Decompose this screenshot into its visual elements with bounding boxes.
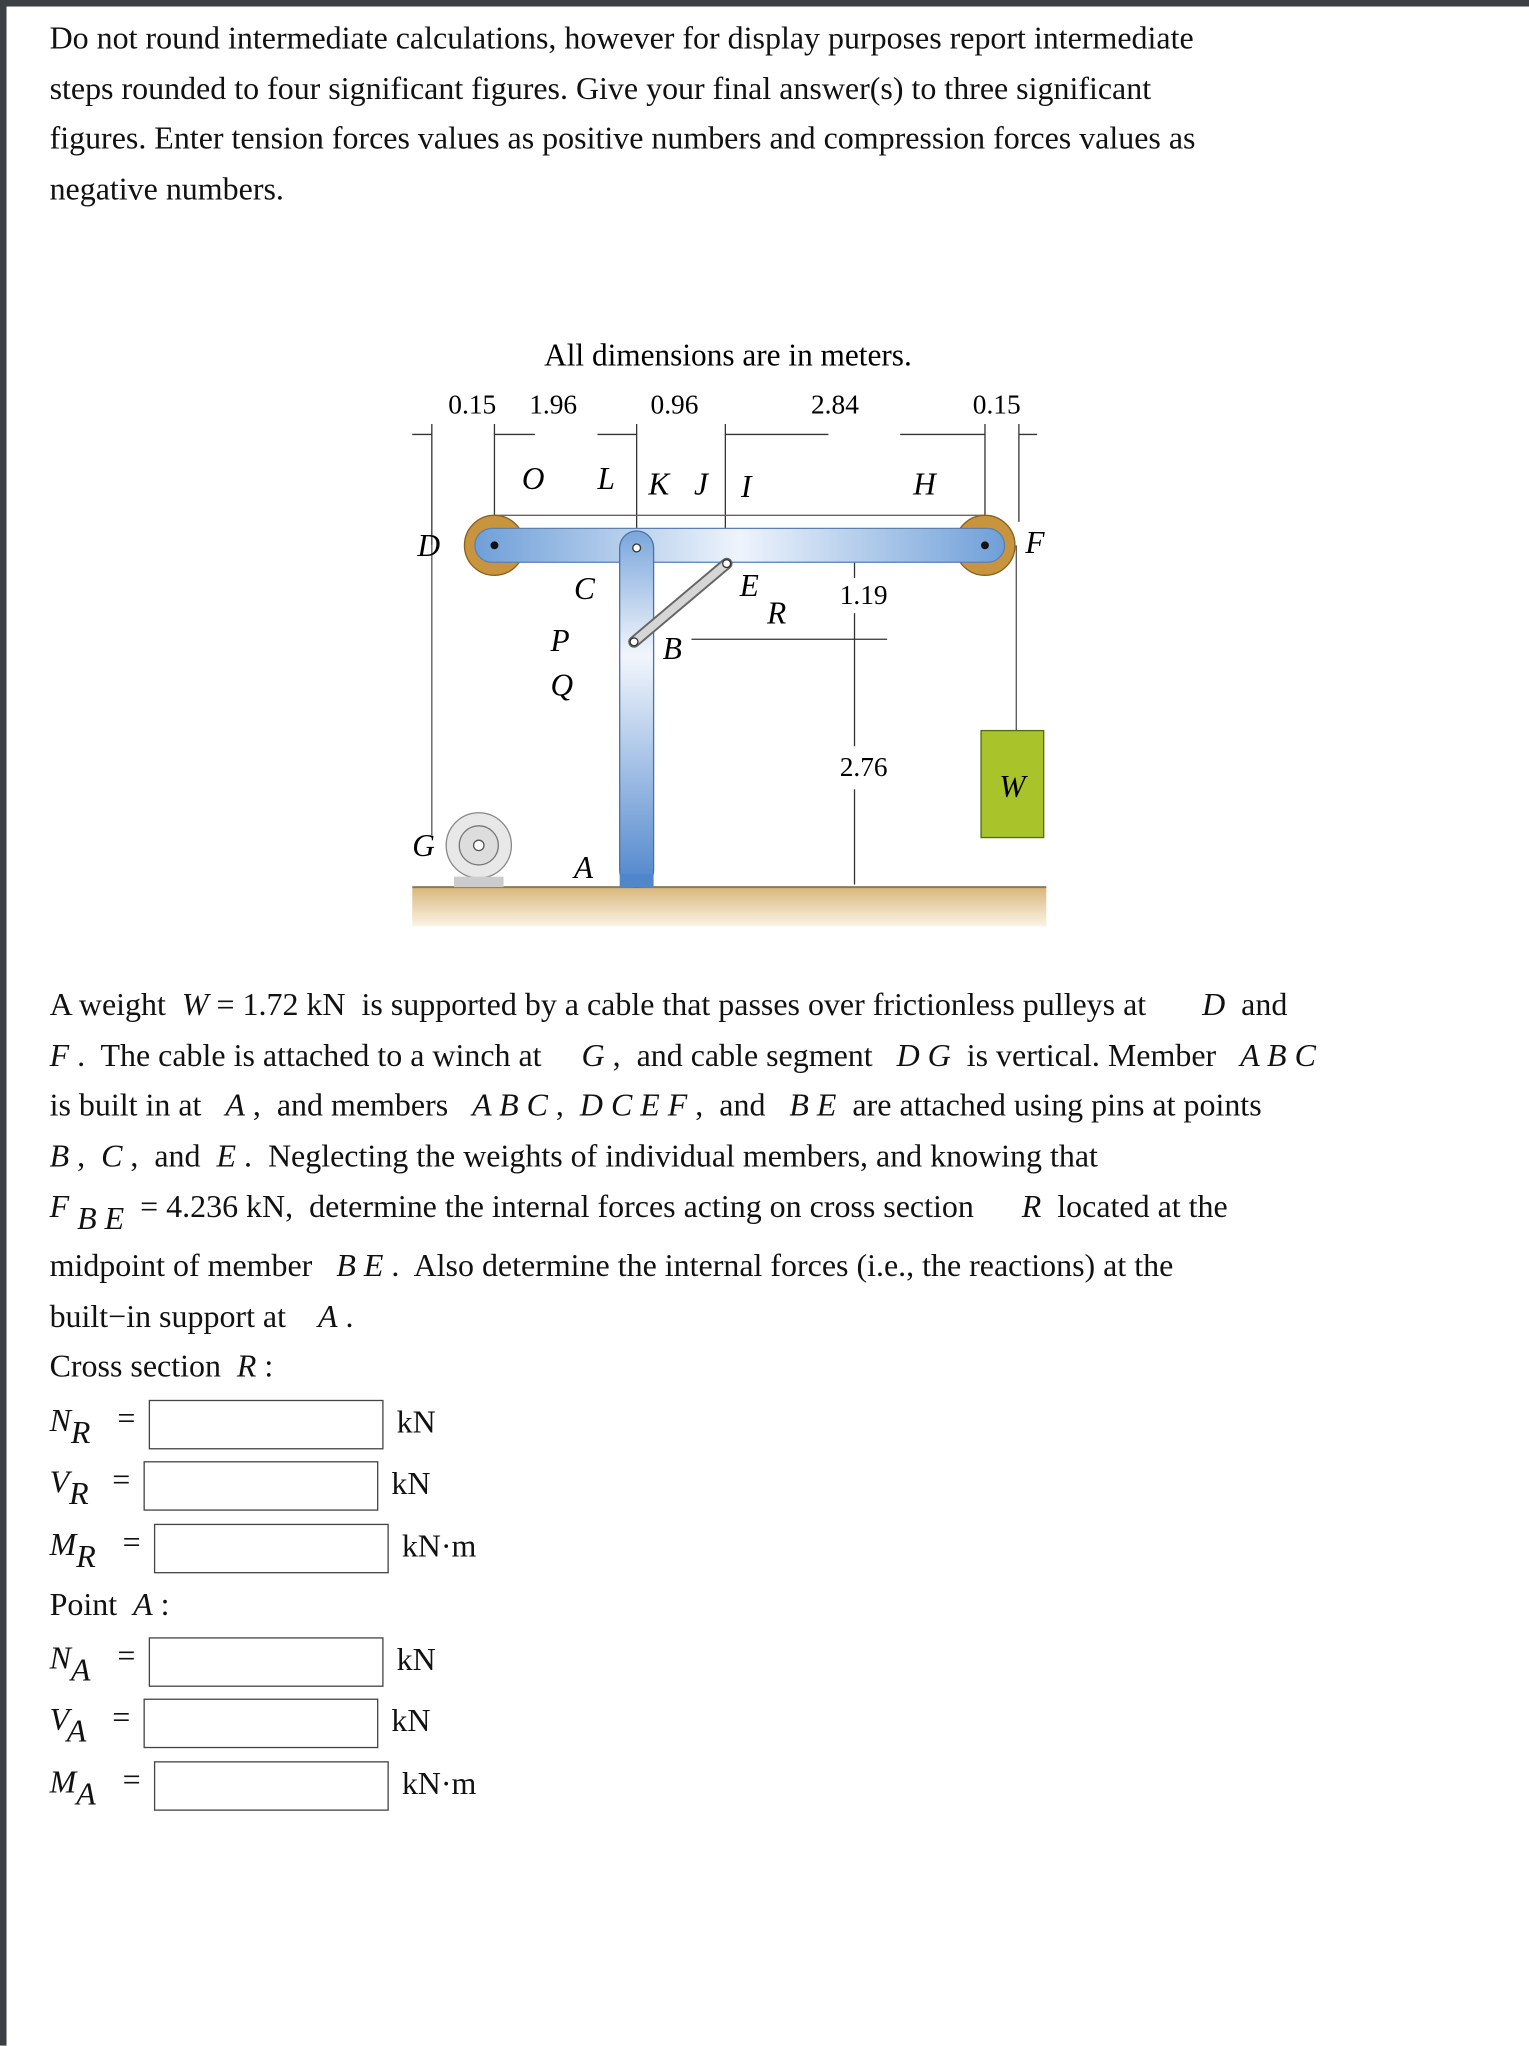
unit-label: kN xyxy=(391,1466,431,1502)
text-segment: , and xyxy=(122,1138,217,1175)
symbol: V xyxy=(49,1465,70,1501)
point-label: L xyxy=(597,461,615,497)
subscript: R xyxy=(69,1476,89,1513)
truss-diagram xyxy=(0,0,1529,939)
math-variable: A B C xyxy=(472,1088,548,1124)
answer-label xyxy=(49,1402,91,1451)
text-segment: . Neglecting the weights of individual members, and knowing that xyxy=(236,1138,1098,1175)
answer-label xyxy=(49,1701,87,1750)
text-segment: , xyxy=(547,1088,580,1124)
symbol: V xyxy=(49,1702,67,1738)
point-label: J xyxy=(694,466,708,502)
math-variable: W xyxy=(181,987,209,1023)
unit-label: kN·m xyxy=(401,1766,477,1802)
text-segment: A weight xyxy=(49,987,182,1023)
math-variable: A xyxy=(133,1587,153,1623)
dim-label: 0.96 xyxy=(650,389,699,420)
unit-label: kN xyxy=(391,1703,431,1740)
unit-label: kN xyxy=(396,1642,436,1678)
text-segment: : xyxy=(152,1587,170,1623)
subscript: R xyxy=(70,1415,91,1451)
point-label: H xyxy=(913,466,936,502)
problem-line xyxy=(50,1037,1316,1076)
math-variable: B E xyxy=(336,1248,384,1284)
point-label: W xyxy=(999,769,1026,805)
math-variable: A xyxy=(225,1088,245,1124)
symbol: N xyxy=(49,1403,71,1439)
equals-sign: = xyxy=(122,1762,141,1798)
dim-label: 2.76 xyxy=(839,752,888,783)
math-variable: B E xyxy=(789,1088,837,1124)
instruction-line: negative numbers. xyxy=(49,172,284,208)
dim-label: 0.15 xyxy=(448,389,497,420)
subscript: A xyxy=(66,1714,87,1750)
equals-sign: = xyxy=(117,1401,136,1437)
point-label: F xyxy=(1025,525,1045,561)
problem-line xyxy=(50,1247,1174,1286)
text-segment: . xyxy=(337,1299,354,1335)
text-segment: , and cable segment xyxy=(604,1038,897,1074)
figure-caption: All dimensions are in meters. xyxy=(544,337,912,373)
point-label: R xyxy=(767,595,787,631)
answer-input-m-r[interactable] xyxy=(154,1524,389,1574)
text-segment: = 4.236 kN, determine the internal forces acting on cross section xyxy=(124,1189,1022,1226)
answer-input-v-r[interactable] xyxy=(144,1461,379,1511)
point-a-heading xyxy=(50,1586,170,1625)
answer-label xyxy=(49,1764,96,1813)
point-label: Q xyxy=(550,667,574,703)
symbol: N xyxy=(49,1641,71,1677)
symbol: M xyxy=(49,1765,77,1801)
unit-label: kN xyxy=(396,1405,436,1441)
dimension-lines xyxy=(412,424,1037,885)
dim-label: 0.15 xyxy=(972,389,1021,420)
math-variable: C xyxy=(101,1138,123,1175)
point-label: A xyxy=(574,849,594,885)
ground xyxy=(412,887,1046,926)
answer-input-n-a[interactable] xyxy=(149,1637,384,1687)
point-label: K xyxy=(648,466,670,502)
dim-label: 1.19 xyxy=(839,580,888,611)
point-label: O xyxy=(521,461,545,497)
text-segment: are attached using pins at points xyxy=(836,1088,1262,1124)
text-segment: is vertical. Member xyxy=(950,1038,1241,1074)
math-variable: A B C xyxy=(1240,1038,1316,1074)
point-label: P xyxy=(550,622,570,658)
equals-sign: = xyxy=(117,1638,136,1674)
answer-input-v-a[interactable] xyxy=(144,1699,379,1749)
text-segment: = 1.72 kN is supported by a cable that passes over frictionless pulleys at xyxy=(208,987,1203,1023)
math-variable: F xyxy=(49,1038,70,1074)
point-label: D xyxy=(417,527,441,563)
text-segment: : xyxy=(256,1348,274,1385)
math-variable: R xyxy=(1021,1189,1042,1226)
problem-line xyxy=(50,986,1288,1025)
math-variable: B xyxy=(49,1138,70,1175)
symbol: M xyxy=(49,1527,77,1563)
dim-label: 2.84 xyxy=(810,389,859,420)
math-variable: R xyxy=(236,1348,257,1385)
text-segment: Cross section xyxy=(49,1348,237,1385)
subscript: A xyxy=(76,1776,96,1813)
instruction-line: Do not round intermediate calculations, however for display purposes report intermediate xyxy=(49,20,1194,57)
math-variable: A xyxy=(317,1299,338,1335)
point-label: B xyxy=(662,630,682,666)
equals-sign: = xyxy=(122,1525,141,1561)
equals-sign: = xyxy=(112,1462,131,1498)
instruction-line: steps rounded to four significant figures. Give your final answer(s) to three significant xyxy=(49,71,1152,107)
problem-line xyxy=(49,1188,1228,1237)
text-segment: , and xyxy=(687,1088,790,1124)
dim-label: 1.96 xyxy=(529,389,578,420)
math-variable: D xyxy=(1202,987,1226,1023)
point-label: C xyxy=(574,570,595,606)
answer-label xyxy=(49,1464,89,1513)
text-segment: midpoint of member xyxy=(49,1248,337,1284)
answer-label xyxy=(49,1640,91,1689)
point-label: I xyxy=(741,469,752,505)
math-variable: B E xyxy=(69,1201,125,1237)
math-variable: D C E F xyxy=(579,1088,688,1124)
subscript: R xyxy=(76,1539,96,1575)
problem-line xyxy=(50,1087,1262,1126)
instruction-line: figures. Enter tension forces values as positive numbers and compression forces values as xyxy=(49,121,1196,157)
member-abc xyxy=(620,531,654,887)
problem-line xyxy=(50,1138,1098,1177)
text-segment: , and members xyxy=(244,1088,473,1124)
math-variable: G xyxy=(581,1038,605,1074)
unit-label: kN·m xyxy=(401,1528,477,1565)
math-variable: E xyxy=(216,1138,237,1175)
equals-sign: = xyxy=(112,1699,131,1736)
problem-line xyxy=(50,1348,274,1387)
text-segment: is built in at xyxy=(49,1088,226,1124)
answer-input-m-a[interactable] xyxy=(154,1761,389,1811)
point-label: G xyxy=(412,827,435,863)
winch-g xyxy=(446,813,511,887)
point-label: E xyxy=(739,568,759,604)
text-segment: located at the xyxy=(1041,1189,1228,1226)
math-variable: F xyxy=(49,1189,70,1226)
text-segment: . The cable is attached to a winch at xyxy=(69,1038,582,1074)
math-variable: D G xyxy=(896,1038,951,1074)
text-segment: . Also determine the internal forces (i.e., the reactions) at the xyxy=(383,1248,1174,1284)
text-segment: built−in support at xyxy=(49,1299,318,1335)
problem-line xyxy=(50,1298,354,1337)
text-segment: , xyxy=(69,1138,102,1175)
member-dcef xyxy=(475,528,1005,562)
answer-input-n-r[interactable] xyxy=(149,1400,384,1450)
subscript: A xyxy=(70,1652,91,1689)
answer-label xyxy=(49,1526,96,1575)
text-segment: and xyxy=(1225,987,1288,1023)
text-segment: Point xyxy=(49,1587,134,1623)
